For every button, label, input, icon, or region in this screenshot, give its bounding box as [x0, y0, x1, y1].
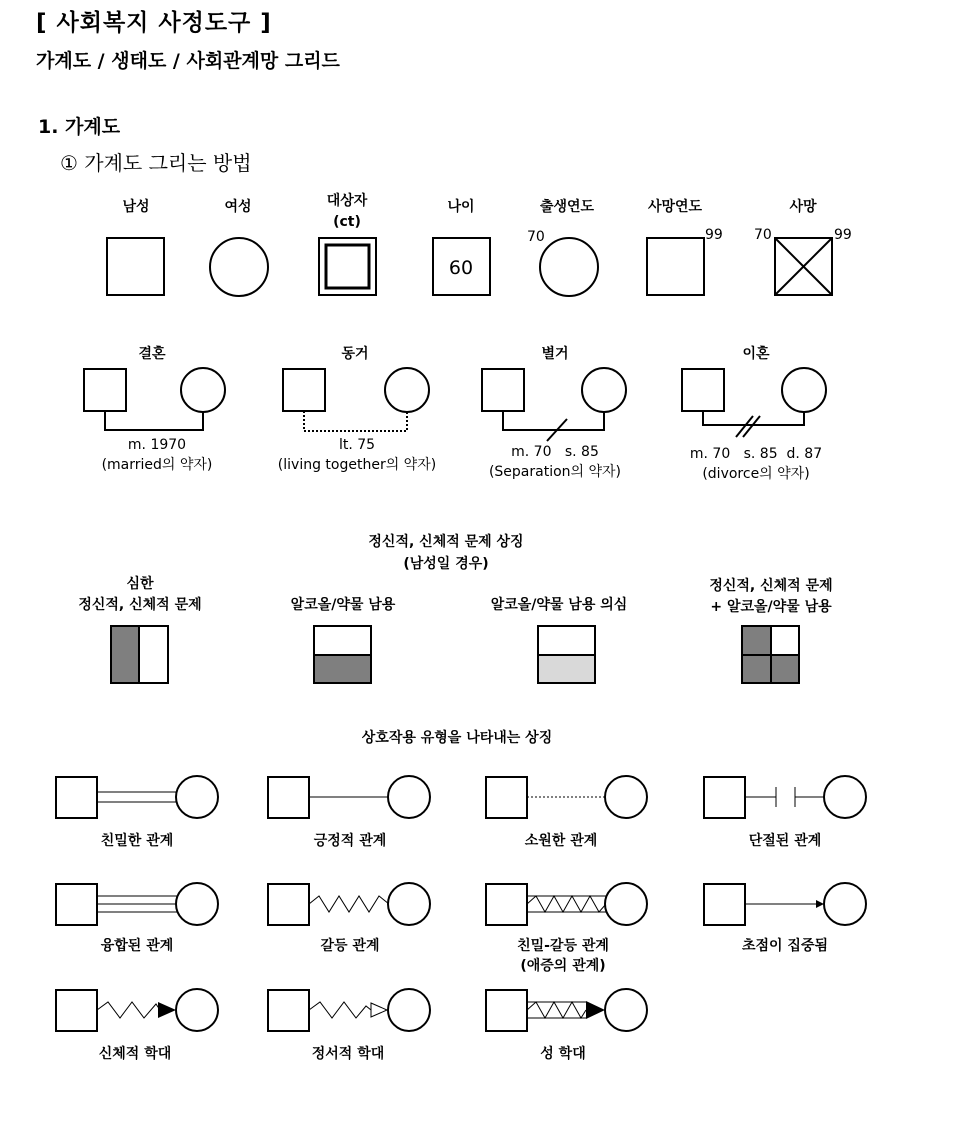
interaction-focused-label: 초점이 집중됨 [741, 938, 829, 954]
client-outer-square [319, 238, 376, 295]
marriage-female [181, 368, 225, 412]
problem-severe-label-2: 정신적, 신체적 문제 [78, 597, 202, 613]
separation-label: 별거 [541, 346, 569, 362]
interaction-physical-abuse [56, 989, 218, 1062]
relation-marriage [84, 345, 225, 473]
symbol-death-year [647, 198, 723, 295]
cohabitation-female [385, 368, 429, 412]
symbol-age [433, 198, 490, 295]
interaction-fused-label: 융합된 관계 [100, 938, 174, 954]
separation-female [582, 368, 626, 412]
cohabitation-note: (living together의 약자) [277, 457, 437, 473]
problem-suspected-fill [538, 655, 595, 683]
problem-abuse [291, 596, 396, 683]
separation-male [482, 369, 524, 411]
death-year-number: 99 [705, 227, 723, 243]
symbol-death-label: 사망 [789, 199, 817, 215]
interaction-fused [56, 883, 218, 954]
cohabitation-label: 동거 [341, 346, 369, 362]
symbol-death [754, 198, 852, 295]
relation-divorce [682, 345, 826, 482]
birth-year-number: 70 [527, 229, 545, 245]
interaction-positive [268, 776, 430, 849]
problem-abuse-fill [314, 655, 371, 683]
symbol-female [210, 198, 268, 296]
symbol-birth-year-label: 출생연도 [539, 199, 595, 215]
symbol-female-label: 여성 [224, 199, 252, 215]
marriage-note: (married의 약자) [101, 457, 213, 473]
age-value: 60 [448, 257, 474, 279]
interaction-positive-label: 긍정적 관계 [313, 833, 387, 849]
cohabitation-male [283, 369, 325, 411]
problem-combined-label-2: + 알코올/약물 남용 [710, 599, 832, 615]
problem-abuse-label: 알코올/약물 남용 [290, 597, 396, 613]
marriage-line [105, 411, 203, 430]
interaction-distant-label: 소원한 관계 [524, 833, 598, 849]
relation-cohabitation [278, 345, 436, 473]
section-subheading: ① 가계도 그리는 방법 [60, 151, 252, 175]
male-square [107, 238, 164, 295]
marriage-date: m. 1970 [127, 437, 187, 453]
divorce-note: (divorce의 약자) [702, 466, 810, 482]
female-circle [210, 238, 268, 296]
page-title: [ 사회복지 사정도구 ] [36, 10, 272, 36]
interactions-heading: 상호작용 유형을 나타내는 상징 [361, 730, 553, 746]
divorce-male [682, 369, 724, 411]
interaction-sexual-abuse [486, 989, 647, 1062]
problem-severe-label-1: 심한 [126, 576, 154, 592]
relation-separation [482, 345, 626, 480]
interaction-emotional-abuse-label: 정서적 학대 [311, 1046, 385, 1062]
interaction-cutoff [704, 776, 866, 849]
symbol-male [107, 198, 164, 295]
cohabitation-date: lt. 75 [338, 437, 376, 453]
symbol-client-abbrev: (ct) [333, 214, 361, 230]
problems-heading: 정신적, 신체적 문제 상징 [368, 534, 524, 550]
divorce-date: m. 70 s. 85 d. 87 [689, 446, 823, 462]
separation-line [503, 411, 604, 430]
interaction-close-label: 친밀한 관계 [100, 833, 174, 849]
symbol-client [319, 192, 376, 295]
death-birth-number: 70 [754, 227, 772, 243]
interaction-cutoff-label: 단절된 관계 [748, 833, 822, 849]
interaction-close [56, 776, 218, 849]
marriage-male [84, 369, 126, 411]
problem-severe [78, 575, 201, 683]
separation-date: m. 70 s. 85 [511, 444, 599, 460]
interaction-close-conflict-label-1: 친밀-갈등 관계 [517, 938, 609, 954]
problem-combined-label-1: 정신적, 신체적 문제 [709, 578, 833, 594]
symbol-male-label: 남성 [122, 199, 150, 215]
symbol-age-label: 나이 [447, 199, 475, 215]
interaction-emotional-abuse [268, 989, 430, 1062]
interaction-distant [486, 776, 647, 849]
death-year-square [647, 238, 704, 295]
problems-subheading: (남성일 경우) [403, 556, 489, 572]
problem-suspected [491, 596, 628, 683]
symbol-death-year-label: 사망연도 [647, 199, 703, 215]
section-heading: 1. 가계도 [38, 116, 121, 138]
page-subtitle: 가계도 / 생태도 / 사회관계망 그리드 [36, 50, 340, 72]
interaction-sexual-abuse-label: 성 학대 [540, 1046, 586, 1062]
symbol-client-label: 대상자 [326, 193, 368, 209]
birth-year-circle [540, 238, 598, 296]
divorce-label: 이혼 [742, 346, 770, 362]
symbol-birth-year [527, 198, 598, 296]
death-died-number: 99 [834, 227, 852, 243]
interaction-conflict [268, 883, 430, 954]
marriage-label: 결혼 [138, 346, 166, 362]
interaction-conflict-label: 갈등 관계 [320, 938, 380, 954]
interaction-close-conflict-label-2: (애증의 관계) [520, 958, 606, 974]
cohabitation-line [304, 411, 407, 431]
problem-combined [709, 577, 832, 683]
problem-severe-fill [111, 626, 139, 683]
interaction-close-conflict [486, 883, 647, 974]
interaction-physical-abuse-label: 신체적 학대 [98, 1046, 172, 1062]
divorce-female [782, 368, 826, 412]
interaction-focused [704, 883, 866, 954]
separation-note: (Separation의 약자) [488, 464, 622, 480]
problem-suspected-label: 알코올/약물 남용 의심 [490, 597, 628, 613]
